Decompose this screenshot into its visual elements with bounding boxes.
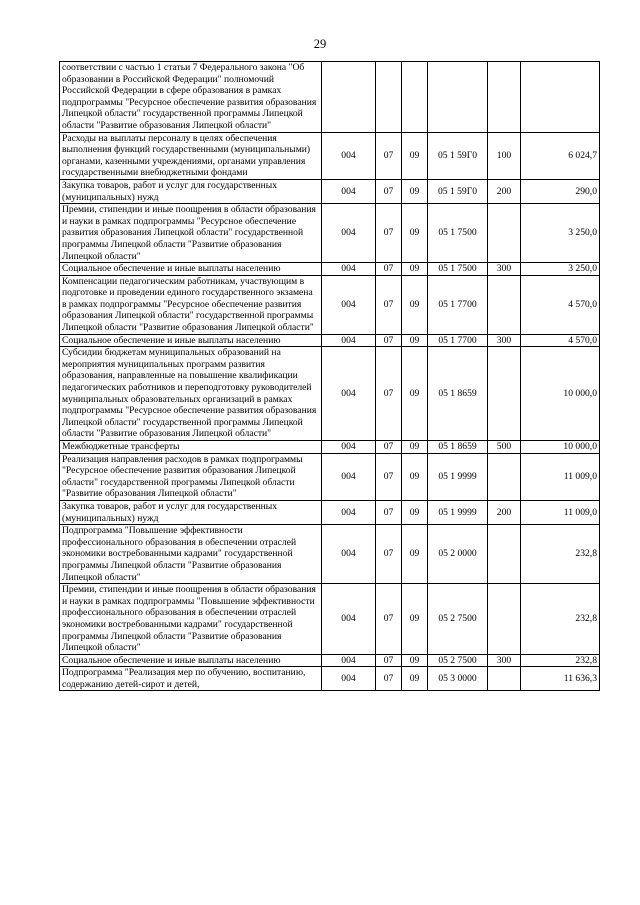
subsection-code-cell: 09 [402, 441, 428, 454]
expense-type-cell [488, 347, 521, 441]
budget-table [59, 61, 600, 691]
target-article-cell: 05 1 7500 [428, 263, 488, 276]
expense-name-cell: Закупка товаров, работ и услуг для государственных (муниципальных) нужд [60, 500, 322, 524]
section-code-cell: 07 [376, 525, 402, 584]
grbs-code-cell: 004 [322, 347, 376, 441]
section-code-cell: 07 [376, 347, 402, 441]
subsection-code-cell: 09 [402, 132, 428, 179]
grbs-code-cell: 004 [322, 500, 376, 524]
amount-cell: 290,0 [521, 179, 600, 203]
section-code-cell: 07 [376, 204, 402, 263]
section-code-cell [376, 62, 402, 133]
subsection-code-cell: 09 [402, 204, 428, 263]
amount-cell: 10 000,0 [521, 347, 600, 441]
page-number: 29 [313, 37, 327, 51]
subsection-code-cell: 09 [402, 500, 428, 524]
section-code-cell: 07 [376, 179, 402, 203]
amount-cell: 11 009,0 [521, 453, 600, 500]
section-code-cell: 07 [376, 132, 402, 179]
expense-type-cell [488, 525, 521, 584]
subsection-code-cell [402, 62, 428, 133]
expense-type-cell [488, 204, 521, 263]
grbs-code-cell: 004 [322, 441, 376, 454]
expense-type-cell: 500 [488, 441, 521, 454]
expense-name-cell: Расходы на выплаты персоналу в целях обеспечения выполнения функций государственными (муниципальными) органами, казенными учреждениями, органами управления государственными внебюджетными фондами [60, 132, 322, 179]
expense-type-cell [488, 453, 521, 500]
expense-name-cell: Межбюджетные трансферты [60, 441, 322, 454]
table-row [60, 275, 600, 334]
grbs-code-cell: 004 [322, 654, 376, 667]
target-article-cell: 05 1 9999 [428, 453, 488, 500]
table-row [60, 179, 600, 203]
expense-type-cell: 300 [488, 654, 521, 667]
expense-type-cell [488, 62, 521, 133]
target-article-cell: 05 1 59Г0 [428, 132, 488, 179]
target-article-cell: 05 1 7500 [428, 204, 488, 263]
target-article-cell: 05 2 7500 [428, 654, 488, 667]
amount-cell [521, 62, 600, 133]
section-code-cell: 07 [376, 667, 402, 691]
table-row [60, 263, 600, 276]
target-article-cell: 05 1 8659 [428, 347, 488, 441]
amount-cell: 232,8 [521, 584, 600, 655]
subsection-code-cell: 09 [402, 275, 428, 334]
expense-name-cell: Закупка товаров, работ и услуг для государственных (муниципальных) нужд [60, 179, 322, 203]
expense-type-cell [488, 667, 521, 691]
amount-cell: 3 250,0 [521, 263, 600, 276]
section-code-cell: 07 [376, 441, 402, 454]
table-row [60, 584, 600, 655]
table-row [60, 500, 600, 524]
grbs-code-cell: 004 [322, 334, 376, 347]
section-code-cell: 07 [376, 654, 402, 667]
expense-name-cell: Социальное обеспечение и иные выплаты населению [60, 263, 322, 276]
table-row [60, 441, 600, 454]
section-code-cell: 07 [376, 334, 402, 347]
amount-cell: 232,8 [521, 525, 600, 584]
expense-name-cell: Социальное обеспечение и иные выплаты населению [60, 334, 322, 347]
grbs-code-cell: 004 [322, 584, 376, 655]
grbs-code-cell: 004 [322, 132, 376, 179]
section-code-cell: 07 [376, 275, 402, 334]
expense-name-cell: соответствии с частью 1 статьи 7 Федерального закона "Об образовании в Российской Федерации" полномочий Российской Федерации в сфере образования в рамках подпрограммы "Ресурсное обеспечение развития образования Липецкой области" государственной программы Липецкой области "Развитие образования Липецкой области" [60, 62, 322, 133]
grbs-code-cell: 004 [322, 453, 376, 500]
subsection-code-cell: 09 [402, 525, 428, 584]
amount-cell: 10 000,0 [521, 441, 600, 454]
grbs-code-cell: 004 [322, 179, 376, 203]
table-row [60, 62, 600, 133]
expense-type-cell: 300 [488, 263, 521, 276]
section-code-cell: 07 [376, 584, 402, 655]
subsection-code-cell: 09 [402, 453, 428, 500]
expense-name-cell: Социальное обеспечение и иные выплаты населению [60, 654, 322, 667]
expense-name-cell: Подпрограмма "Повышение эффективности профессионального образования в обеспечении отраслей экономики востребованными кадрами" государственной программы Липецкой области "Развитие образования Липецкой области" [60, 525, 322, 584]
grbs-code-cell: 004 [322, 667, 376, 691]
amount-cell: 11 636,3 [521, 667, 600, 691]
target-article-cell [428, 62, 488, 133]
table-row [60, 204, 600, 263]
section-code-cell: 07 [376, 453, 402, 500]
expense-type-cell [488, 275, 521, 334]
subsection-code-cell: 09 [402, 179, 428, 203]
subsection-code-cell: 09 [402, 263, 428, 276]
expense-name-cell: Подпрограмма "Реализация мер по обучению, воспитанию, содержанию детей-сирот и детей, [60, 667, 322, 691]
expense-type-cell: 200 [488, 500, 521, 524]
subsection-code-cell: 09 [402, 334, 428, 347]
target-article-cell: 05 2 0000 [428, 525, 488, 584]
target-article-cell: 05 1 59Г0 [428, 179, 488, 203]
expense-name-cell: Премии, стипендии и иные поощрения в области образования и науки в рамках подпрограммы "Повышение эффективности профессионального образования в обеспечении отраслей экономики востребованными кадрами" государственной программы Липецкой области "Развитие образования Липецкой области" [60, 584, 322, 655]
target-article-cell: 05 3 0000 [428, 667, 488, 691]
amount-cell: 11 009,0 [521, 500, 600, 524]
expense-name-cell: Реализация направления расходов в рамках подпрограммы "Ресурсное обеспечение развития образования Липецкой области" государственной программы Липецкой области "Развитие образования Липецкой области" [60, 453, 322, 500]
section-code-cell: 07 [376, 263, 402, 276]
section-code-cell: 07 [376, 500, 402, 524]
table-row [60, 525, 600, 584]
subsection-code-cell: 09 [402, 347, 428, 441]
expense-name-cell: Субсидии бюджетам муниципальных образований на мероприятия муниципальных программ развития образования, направленные на повышение квалификации педагогических работников и переподготовку руководителей муниципальных образовательных организаций в рамках подпрограммы "Ресурсное обеспечение развития образования Липецкой области" государственной программы Липецкой области "Развитие образования Липецкой области" [60, 347, 322, 441]
subsection-code-cell: 09 [402, 667, 428, 691]
subsection-code-cell: 09 [402, 654, 428, 667]
table-row [60, 334, 600, 347]
amount-cell: 4 570,0 [521, 275, 600, 334]
target-article-cell: 05 1 8659 [428, 441, 488, 454]
grbs-code-cell: 004 [322, 525, 376, 584]
grbs-code-cell: 004 [322, 275, 376, 334]
expense-name-cell: Премии, стипендии и иные поощрения в области образования и науки в рамках подпрограммы "Ресурсное обеспечение развития образования Липецкой области" государственной программы Липецкой области "Развитие образования Липецкой области" [60, 204, 322, 263]
target-article-cell: 05 2 7500 [428, 584, 488, 655]
expense-type-cell: 200 [488, 179, 521, 203]
target-article-cell: 05 1 7700 [428, 334, 488, 347]
amount-cell: 232,8 [521, 654, 600, 667]
grbs-code-cell: 004 [322, 204, 376, 263]
table-row [60, 132, 600, 179]
table-row [60, 347, 600, 441]
expense-name-cell: Компенсации педагогическим работникам, участвующим в подготовке и проведении единого государственного экзамена в рамках подпрограммы "Ресурсное обеспечение развития образования Липецкой области" государственной программы Липецкой области "Развитие образования Липецкой области" [60, 275, 322, 334]
expense-type-cell: 300 [488, 334, 521, 347]
expense-type-cell [488, 584, 521, 655]
subsection-code-cell: 09 [402, 584, 428, 655]
table-row [60, 453, 600, 500]
table-body [60, 62, 600, 691]
amount-cell: 4 570,0 [521, 334, 600, 347]
amount-cell: 6 024,7 [521, 132, 600, 179]
table-row [60, 654, 600, 667]
grbs-code-cell [322, 62, 376, 133]
expense-type-cell: 100 [488, 132, 521, 179]
target-article-cell: 05 1 9999 [428, 500, 488, 524]
grbs-code-cell: 004 [322, 263, 376, 276]
target-article-cell: 05 1 7700 [428, 275, 488, 334]
table-row [60, 667, 600, 691]
amount-cell: 3 250,0 [521, 204, 600, 263]
